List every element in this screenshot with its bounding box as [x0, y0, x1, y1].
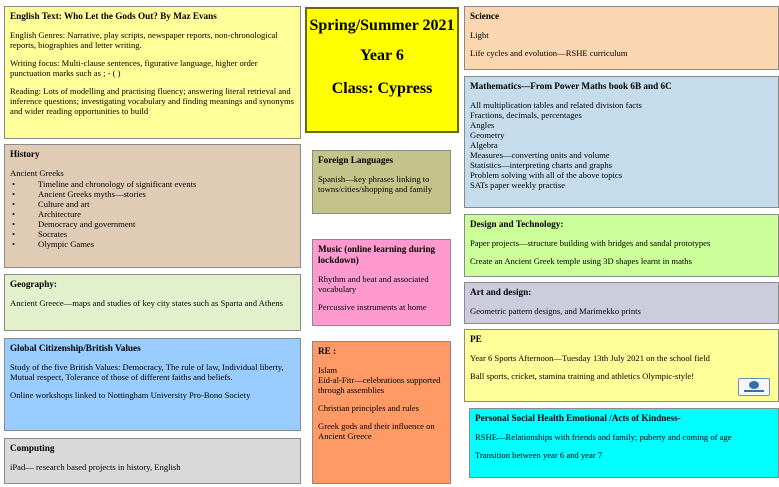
list-item: • Timeline and chronology of significant events — [24, 179, 295, 189]
mathematics-panel — [464, 76, 779, 208]
list-item: • Ancient Greeks myths—stories — [24, 189, 295, 199]
art-design-title: Art and design: — [470, 287, 532, 297]
re-item: Christian principles and rules — [318, 402, 419, 413]
history-panel — [4, 144, 301, 268]
healthy-schools-logo-icon — [738, 378, 770, 396]
history-title: History — [10, 149, 40, 159]
science-panel — [464, 6, 779, 70]
re-religion: Islam — [318, 364, 338, 375]
english-genres: English Genres: Narrative, play scripts, newspaper reports, non-chronological reports, biographies and letter writing. — [10, 29, 278, 50]
art-design-text: Geometric pattern designs, and Marimekko prints — [470, 305, 641, 316]
pshe-title: Personal Social Health Emotional /Acts of Kindness- — [475, 413, 681, 423]
music-item: Percussive instruments at home — [318, 301, 427, 312]
global-citizenship-title: Global Citizenship/British Values — [10, 343, 141, 353]
list-item: • Socrates — [24, 229, 295, 239]
computing-title: Computing — [10, 443, 55, 453]
global-citizenship-panel — [4, 338, 301, 431]
music-item: Rhythm and beat and associated vocabulary — [318, 273, 429, 294]
music-panel — [312, 239, 451, 326]
design-technology-item: Create an Ancient Greek temple using 3D shapes learnt in maths — [470, 255, 692, 266]
year-heading: Year 6 — [360, 46, 404, 64]
list-item: Geometry — [470, 129, 505, 140]
pe-title: PE — [470, 334, 482, 344]
history-intro: Ancient Greeks — [10, 167, 64, 178]
list-item: Angles — [470, 119, 495, 130]
design-technology-item: Paper projects—structure building with bridges and sandal prototypes — [470, 237, 711, 248]
re-item: Greek gods and their influence on Ancient Greece — [318, 420, 435, 441]
global-citizenship-online: Online workshops linked to Nottingham University Pro-Bono Society — [10, 389, 251, 400]
pshe-item: RSHE—Relationships with friends and family; puberty and coming of age — [475, 431, 732, 442]
english-reading: Reading: Lots of modelling and practising fluency; answering literal retrieval and inference questions; investigating vocabulary and finding meanings and synonyms and wider reading opportunities to build — [10, 85, 295, 117]
list-item: Algebra — [470, 139, 498, 150]
re-panel — [312, 341, 451, 484]
class-heading: Class: Cypress — [331, 80, 433, 98]
foreign-languages-text: Spanish—key phrases linking to towns/cities/shopping and family — [318, 173, 433, 194]
list-item: • Culture and art — [24, 199, 295, 209]
list-item: • Olympic Games — [24, 239, 295, 249]
title-block — [305, 7, 459, 133]
geography-text: Ancient Greece—maps and studies of key city states such as Sparta and Athens — [10, 297, 284, 308]
pshe-panel — [469, 408, 779, 478]
list-item: Fractions, decimals, percentages — [470, 109, 582, 120]
english-title: English Text: Who Let the Gods Out? By Maz Evans — [10, 11, 217, 21]
science-item: Light — [470, 29, 489, 40]
pe-item: Ball sports, cricket, stamina training and athletics Olympic-style! — [470, 370, 695, 381]
science-item: Life cycles and evolution—RSHE curriculum — [470, 47, 628, 58]
re-title: RE : — [318, 346, 337, 356]
pe-item: Year 6 Sports Afternoon—Tuesday 13th July 2021 on the school field — [470, 352, 710, 363]
geography-panel — [4, 274, 301, 331]
computing-text: iPad— research based projects in history, English — [10, 461, 181, 472]
list-item: Problem solving with all of the above topics — [470, 170, 623, 181]
geography-title: Geography: — [10, 279, 57, 289]
design-technology-title: Design and Technology: — [470, 219, 564, 229]
computing-panel — [4, 438, 301, 484]
pshe-item: Transition between year 6 and year 7 — [475, 449, 603, 460]
history-list — [10, 179, 295, 249]
mathematics-title: Mathematics—From Power Maths book 6B and 6C — [470, 81, 672, 91]
foreign-languages-title: Foreign Languages — [318, 155, 394, 165]
english-writing: Writing focus: Multi-clause sentences, figurative language, higher order punctuation marks such as ; - ( ) — [10, 57, 258, 78]
list-item: Measures—converting units and volume — [470, 150, 610, 160]
list-item: SATs paper weekly practise — [470, 180, 566, 191]
list-item: • Architecture — [24, 209, 295, 219]
design-technology-panel — [464, 214, 779, 277]
art-design-panel — [464, 282, 779, 324]
science-title: Science — [470, 11, 500, 21]
re-festival: Eid-al-Fitr—celebrations supported through assemblies — [318, 374, 441, 395]
music-title: Music (online learning during lockdown) — [318, 244, 436, 265]
list-item: • Democracy and government — [24, 219, 295, 229]
list-item: All multiplication tables and related division facts — [470, 99, 642, 110]
term-heading: Spring/Summer 2021 — [309, 17, 455, 34]
foreign-languages-panel — [312, 150, 451, 214]
pe-panel — [464, 329, 779, 402]
list-item: Statistics—interpreting charts and graphs — [470, 160, 613, 171]
global-citizenship-study: Study of the five British Values: Democracy, The rule of law, Individual liberty, Mutual respect, Tolerance of those of different faiths and beliefs. — [10, 361, 284, 382]
english-panel — [4, 6, 301, 139]
